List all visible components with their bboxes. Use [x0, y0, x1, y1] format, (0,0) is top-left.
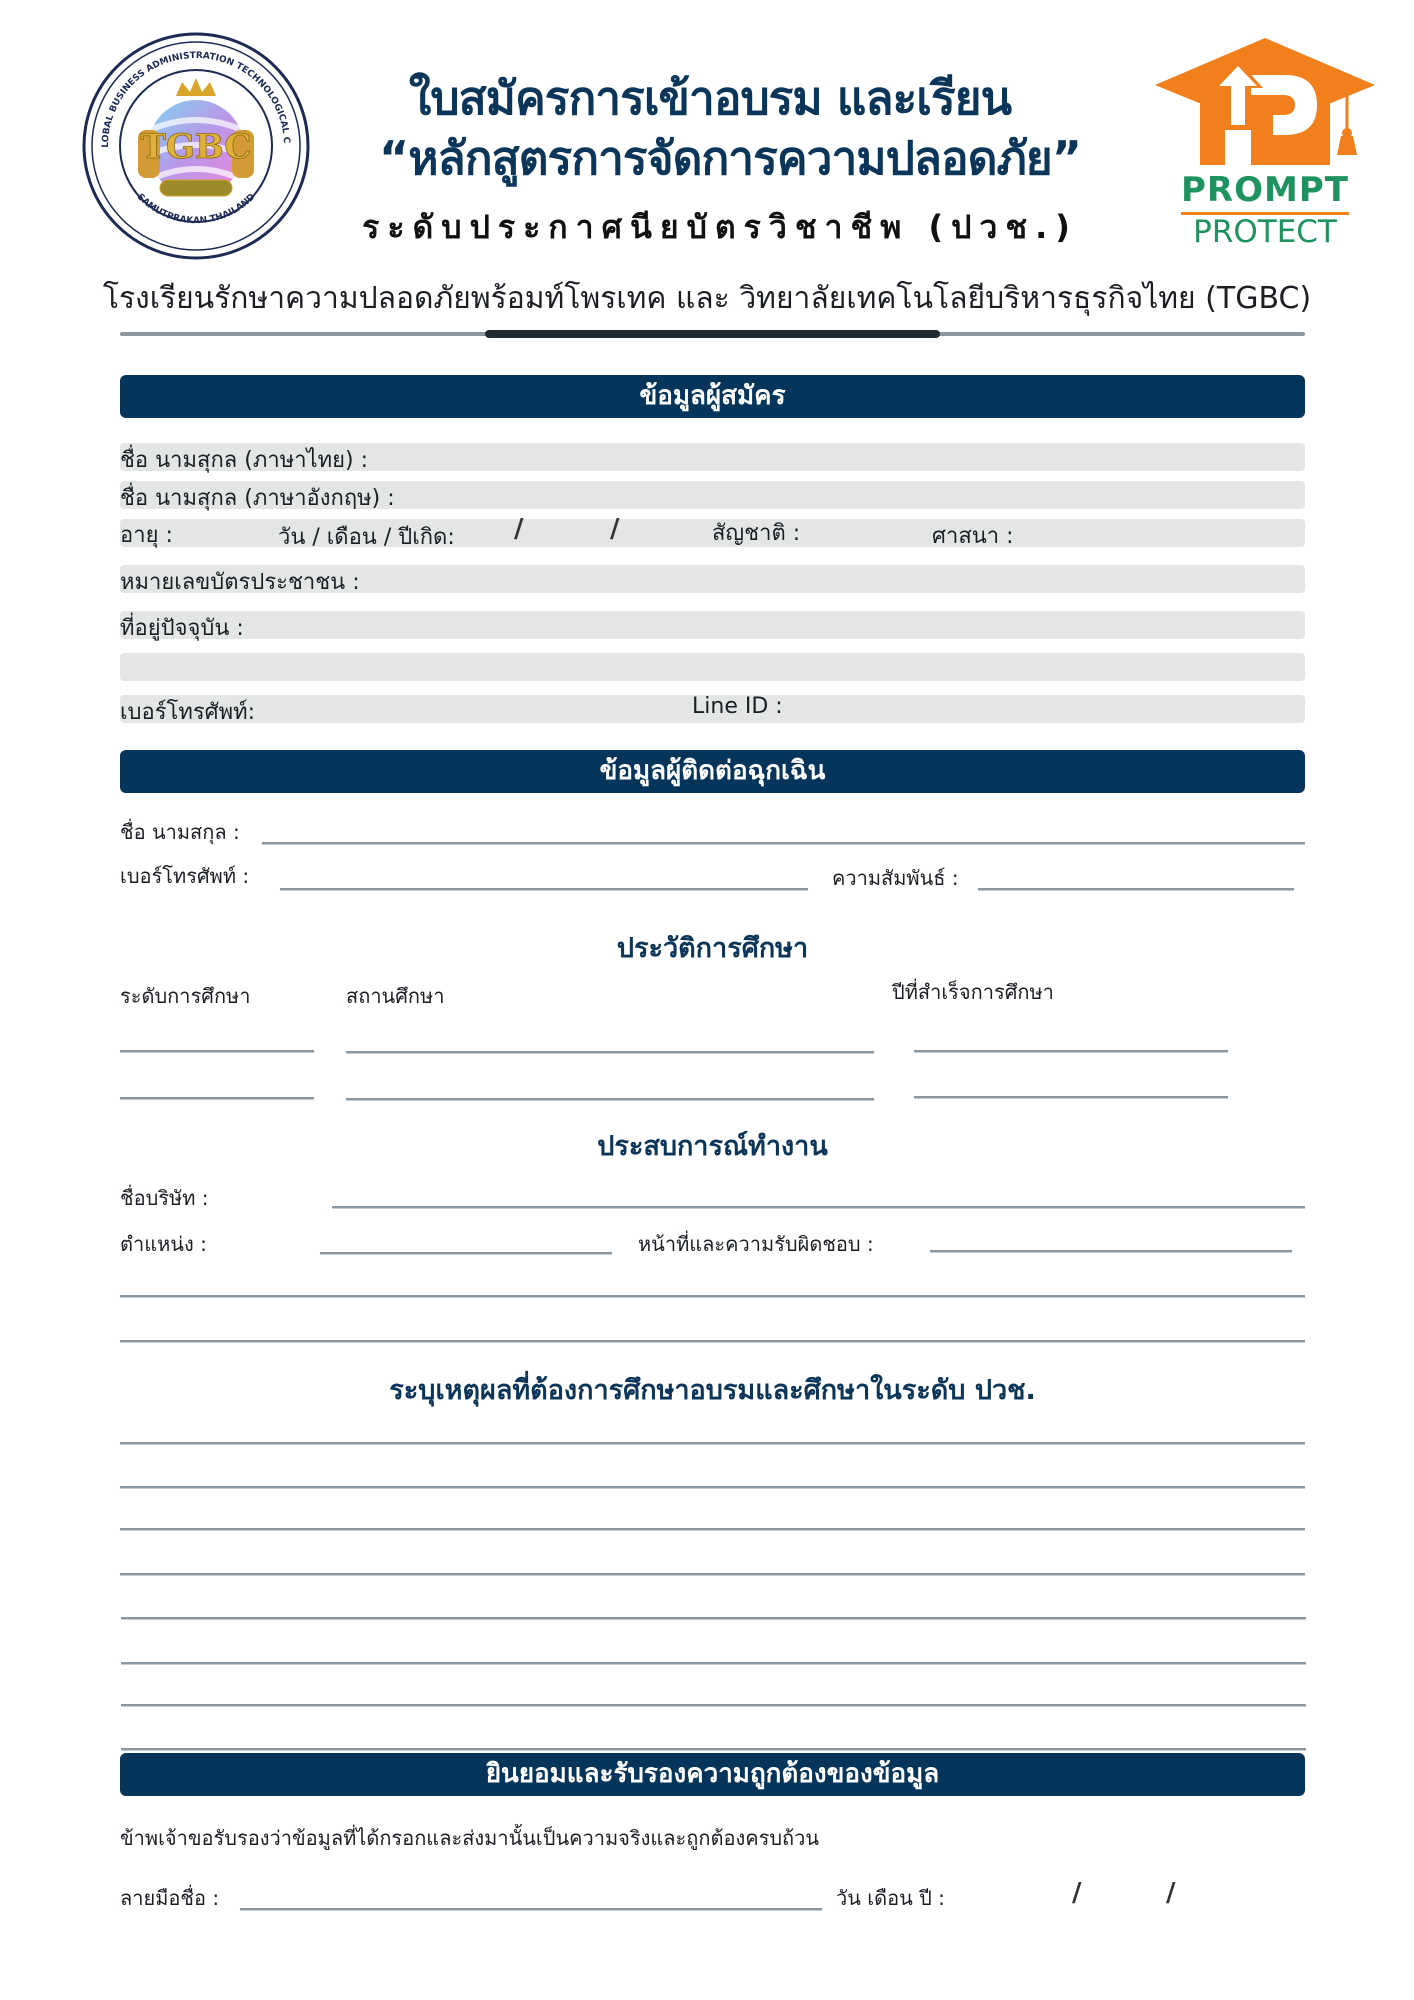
dob-slash-1: / — [514, 514, 524, 544]
reason-input-line-3[interactable] — [120, 1528, 1305, 1531]
logo-prompt-text: PROMPT — [1181, 170, 1349, 210]
education-institution-input-2[interactable] — [346, 1098, 874, 1101]
duties-input[interactable] — [930, 1250, 1292, 1253]
education-level-input-1[interactable] — [120, 1050, 314, 1053]
education-col-level: ระดับการศึกษา — [120, 984, 251, 1008]
subtitle: ระดับประกาศนียบัตรวิชาชีพ (ปวช.) — [362, 208, 1078, 246]
religion-label: ศาสนา : — [932, 524, 1014, 549]
emergency-name-label: ชื่อ นามสกุล : — [120, 820, 240, 844]
header-rule-accent — [485, 330, 940, 338]
id-card-label: หมายเลขบัตรประชาชน : — [120, 570, 360, 595]
organizer-name: โรงเรียนรักษาความปลอดภัยพร้อมท์โพรเทค และ วิทยาลัยเทคโนโลยีบริหารธุรกิจไทย (TGBC) — [102, 281, 1312, 316]
age-label: อายุ : — [120, 523, 173, 548]
logo-center-text: TGBC — [140, 127, 252, 167]
name-thai-label: ชื่อ นามสุกล (ภาษาไทย) : — [120, 448, 368, 473]
section-header-applicant: ข้อมูลผู้สมัคร — [120, 375, 1305, 418]
emergency-name-input[interactable] — [262, 842, 1305, 845]
reason-input-line-6[interactable] — [121, 1662, 1306, 1665]
title-line-2: “หลักสูตรการจัดการความปลอดภัย” — [378, 131, 1081, 185]
sign-date-slash-2: / — [1166, 1878, 1176, 1908]
prompt-protect-logo — [1145, 30, 1385, 255]
reason-input-line-1[interactable] — [120, 1442, 1305, 1445]
signature-input[interactable] — [240, 1908, 822, 1911]
section-title-education: ประวัติการศึกษา — [616, 933, 809, 964]
sign-date-label: วัน เดือน ปี : — [836, 1886, 945, 1910]
dob-label: วัน / เดือน / ปีเกิด: — [278, 525, 455, 550]
logo-protect-text: PROTECT — [1193, 214, 1337, 250]
position-input[interactable] — [320, 1252, 612, 1255]
education-year-input-2[interactable] — [914, 1096, 1228, 1099]
address-label: ที่อยู่ปัจจุบัน : — [120, 616, 244, 641]
emergency-phone-label: เบอร์โทรศัพท์ : — [120, 864, 250, 888]
education-institution-input-1[interactable] — [346, 1051, 874, 1054]
consent-statement: ข้าพเจ้าขอรับรองว่าข้อมูลที่ได้กรอกและส่งมานั้นเป็นความจริงและถูกต้องครบถ้วน — [120, 1826, 820, 1850]
duties-label: หน้าที่และความรับผิดชอบ : — [638, 1232, 874, 1256]
company-input[interactable] — [332, 1206, 1305, 1209]
nationality-label: สัญชาติ : — [712, 521, 801, 546]
company-label: ชื่อบริษัท : — [120, 1186, 209, 1210]
section-title-reason: ระบุเหตุผลที่ต้องการศึกษาอบรมและศึกษาในระดับ ปวช. — [389, 1375, 1036, 1406]
relationship-label: ความสัมพันธ์ : — [832, 866, 959, 890]
duties-input-line-2[interactable] — [120, 1295, 1305, 1298]
relationship-input[interactable] — [978, 888, 1294, 891]
reason-input-line-5[interactable] — [121, 1617, 1306, 1620]
education-level-input-2[interactable] — [120, 1097, 314, 1100]
duties-input-line-3[interactable] — [120, 1340, 1305, 1343]
emergency-phone-input[interactable] — [280, 888, 808, 891]
section-header-emergency: ข้อมูลผู้ติดต่อฉุกเฉิน — [120, 750, 1305, 793]
signature-label: ลายมือชื่อ : — [120, 1886, 220, 1910]
line-id-label: Line ID : — [692, 694, 783, 719]
phone-label: เบอร์โทรศัพท์: — [120, 700, 256, 725]
address-field[interactable] — [120, 611, 1305, 639]
reason-input-line-2[interactable] — [120, 1486, 1305, 1489]
reason-input-line-4[interactable] — [120, 1573, 1305, 1576]
tgbc-logo — [80, 30, 312, 262]
name-english-label: ชื่อ นามสุกล (ภาษาอังกฤษ) : — [120, 486, 395, 511]
dob-slash-2: / — [610, 514, 620, 544]
address-field-line-2[interactable] — [120, 653, 1305, 681]
section-title-work: ประสบการณ์ทำงาน — [597, 1131, 828, 1162]
logo-ring-text-top: LOBAL BUSINESS ADMINISTRATION TECHNOLOGICAL C — [100, 50, 292, 148]
education-col-year: ปีที่สำเร็จการศึกษา — [892, 980, 1054, 1004]
reason-input-line-7[interactable] — [121, 1704, 1306, 1707]
education-year-input-1[interactable] — [914, 1050, 1228, 1053]
position-label: ตำแหน่ง : — [120, 1232, 207, 1256]
title-line-1: ใบสมัครการเข้าอบรม และเรียน — [408, 71, 1012, 125]
education-col-institution: สถานศึกษา — [346, 984, 445, 1008]
sign-date-slash-1: / — [1072, 1878, 1082, 1908]
section-header-consent: ยินยอมและรับรองความถูกต้องของข้อมูล — [120, 1753, 1305, 1796]
reason-input-line-8[interactable] — [121, 1748, 1306, 1751]
logo-ring-text-bottom: SAMUTPRAKAN THAILAND — [134, 192, 258, 227]
